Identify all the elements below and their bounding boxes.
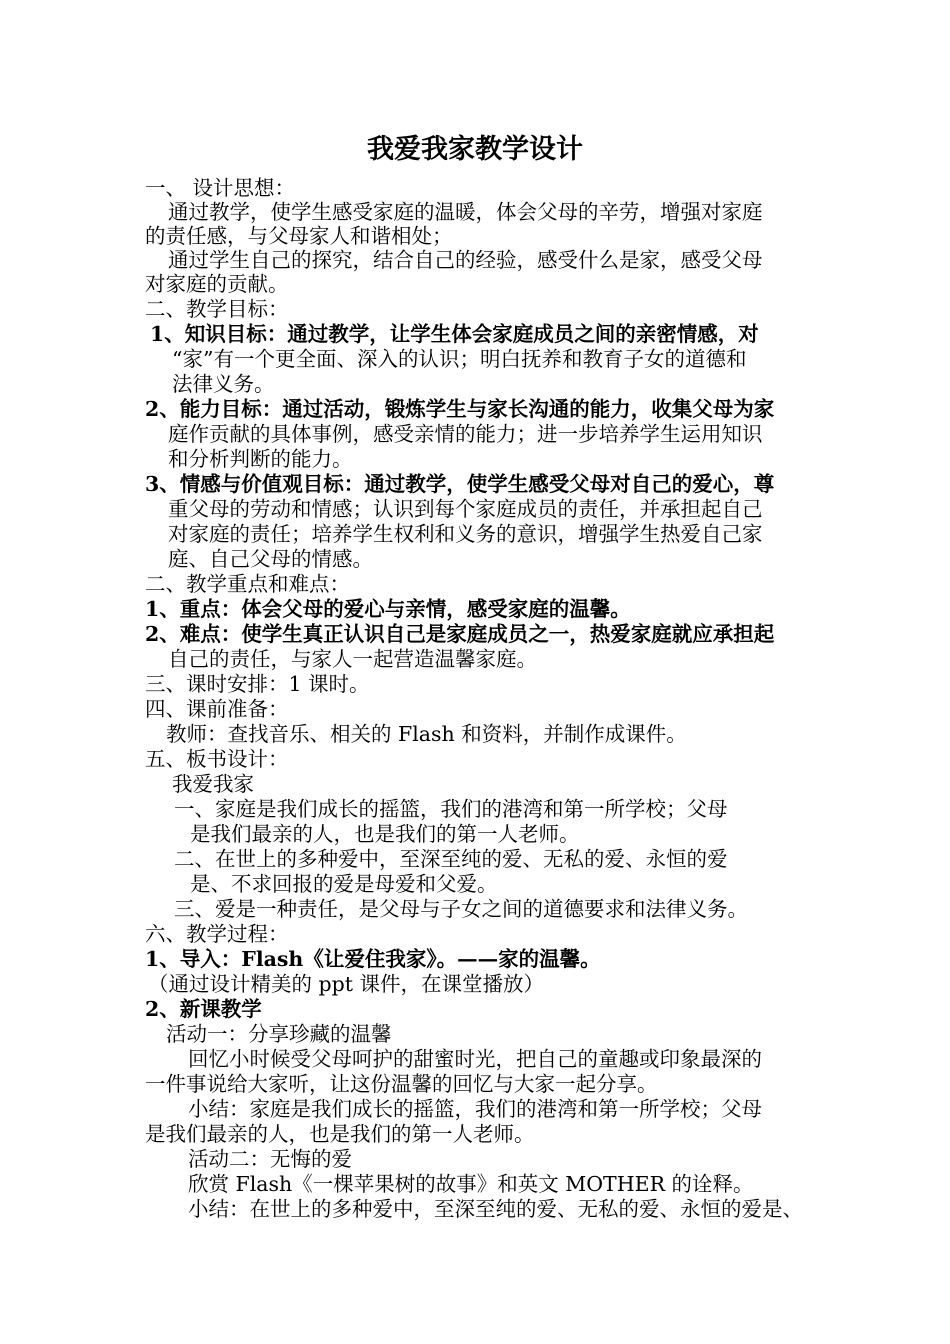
list-item-continuation: 庭作贡献的具体事例，感受亲情的能力；进一步培养学生运用知识 bbox=[168, 422, 763, 446]
list-item: 1、知识目标：通过教学，让学生体会家庭成员之间的亲密情感，对 bbox=[150, 322, 759, 346]
document-title: 我爱我家教学设计 bbox=[367, 134, 583, 165]
list-item: 1、重点：体会父母的爱心与亲情，感受家庭的温馨。 bbox=[145, 597, 631, 621]
section-heading: 三、课时安排：1 课时。 bbox=[145, 672, 370, 696]
paragraph-line: 通过学生自己的探究，结合自己的经验，感受什么是家，感受父母 bbox=[168, 248, 763, 272]
board-line: 二、在世上的多种爱中，至深至纯的爱、无私的爱、永恒的爱 bbox=[174, 847, 728, 871]
section-heading: 四、课前准备： bbox=[145, 697, 289, 721]
paragraph-line: 教师：查找音乐、相关的 Flash 和资料，并制作成课件。 bbox=[166, 722, 687, 746]
paragraph-line: 小结：家庭是我们成长的摇篮，我们的港湾和第一所学校；父母 bbox=[188, 1097, 762, 1121]
board-line: 是我们最亲的人，也是我们的第一人老师。 bbox=[190, 822, 580, 846]
list-item-continuation: 重父母的劳动和情感；认识到每个家庭成员的责任，并承担起自己 bbox=[168, 497, 763, 521]
list-item: 2、能力目标：通过活动，锻炼学生与家长沟通的能力，收集父母为家 bbox=[145, 397, 775, 421]
list-item-continuation: 法律义务。 bbox=[172, 372, 275, 396]
paragraph-line: 欣赏 Flash《一棵苹果树的故事》和英文 MOTHER 的诠释。 bbox=[188, 1172, 754, 1196]
paragraph-line: （通过设计精美的 ppt 课件，在课堂播放） bbox=[148, 972, 545, 996]
paragraph-line: 的责任感，与父母家人和谐相处； bbox=[145, 224, 453, 248]
board-line: 三、爱是一种责任，是父母与子女之间的道德要求和法律义务。 bbox=[174, 897, 748, 921]
section-heading: 一、 设计思想： bbox=[145, 176, 296, 200]
paragraph-line: 通过教学，使学生感受家庭的温暖，体会父母的辛劳，增强对家庭 bbox=[168, 200, 763, 224]
list-item: 1、导入：Flash《让爱住我家》。——家的温馨。 bbox=[145, 947, 601, 971]
paragraph-line: 小结：在世上的多种爱中，至深至纯的爱、无私的爱、永恒的爱是、 bbox=[188, 1197, 803, 1221]
section-heading: 二、教学重点和难点： bbox=[145, 572, 350, 596]
paragraph-line: 是我们最亲的人，也是我们的第一人老师。 bbox=[145, 1122, 535, 1146]
list-item-continuation: “家”有一个更全面、深入的认识；明白抚养和教育子女的道德和 bbox=[172, 347, 747, 371]
board-line: 一、家庭是我们成长的摇篮，我们的港湾和第一所学校；父母 bbox=[174, 797, 728, 821]
paragraph-line: 回忆小时候受父母呵护的甜蜜时光，把自己的童趣或印象最深的 bbox=[188, 1047, 762, 1071]
list-item-continuation: 庭、自己父母的情感。 bbox=[168, 547, 373, 571]
paragraph-line: 一件事说给大家听，让这份温馨的回忆与大家一起分享。 bbox=[145, 1072, 658, 1096]
list-item: 2、新课教学 bbox=[145, 997, 262, 1021]
section-heading: 二、教学目标： bbox=[145, 297, 289, 321]
activity-heading: 活动一：分享珍藏的温馨 bbox=[166, 1022, 392, 1046]
list-item-continuation: 和分析判断的能力。 bbox=[168, 447, 353, 471]
board-line: 是、不求回报的爱是母爱和父爱。 bbox=[190, 872, 498, 896]
paragraph-line: 对家庭的贡献。 bbox=[145, 272, 289, 296]
list-item-continuation: 自己的责任，与家人一起营造温馨家庭。 bbox=[168, 647, 537, 671]
board-title: 我爱我家 bbox=[172, 772, 254, 796]
section-heading: 六、教学过程： bbox=[145, 922, 289, 946]
activity-heading: 活动二：无悔的爱 bbox=[188, 1147, 352, 1171]
section-heading: 五、板书设计： bbox=[145, 747, 289, 771]
list-item: 2、难点：使学生真正认识自己是家庭成员之一，热爱家庭就应承担起 bbox=[145, 622, 775, 646]
list-item: 3、情感与价值观目标：通过教学，使学生感受父母对自己的爱心，尊 bbox=[145, 472, 775, 496]
list-item-continuation: 对家庭的责任；培养学生权利和义务的意识，增强学生热爱自己家 bbox=[168, 522, 763, 546]
